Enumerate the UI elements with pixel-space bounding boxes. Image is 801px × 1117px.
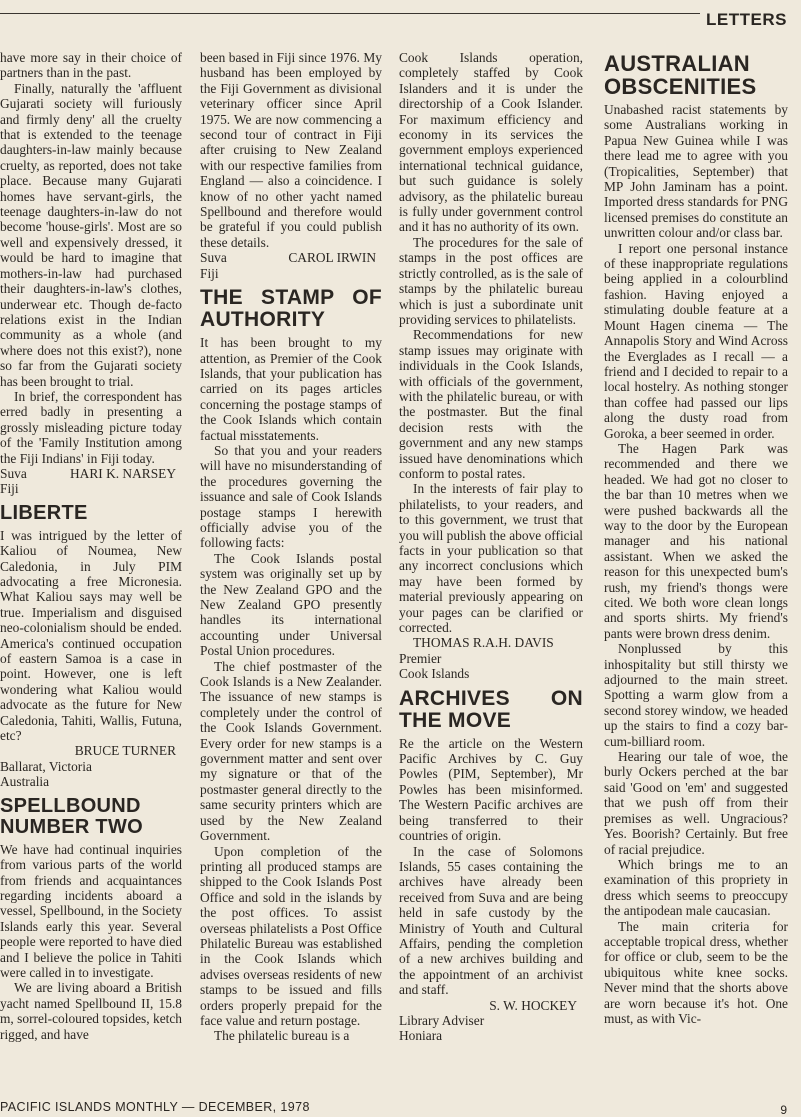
letter-paragraph: Nonplussed by this inhospitality but still thirsty we adjourned to the main street. Spotting a warm glow from a second storey window, we headed up the stairs to find a cozy bar-cum-billiard room. bbox=[604, 641, 788, 749]
letter-paragraph: Upon completion of the printing all produced stamps are shipped to the Cook Islands Post Office and sold in the islands by the post offices. To assist overseas philatelists a Post Office Philatelic Bureau was established in the Cook Islands which advises overseas residents of new stamps to be issued and fills orders properly prepaid for the face value and return postage. bbox=[200, 843, 382, 1028]
signature-place: Honiara bbox=[399, 1028, 443, 1044]
signature-name: THOMAS R.A.H. DAVIS bbox=[413, 635, 554, 651]
letter-heading: LIBERTE bbox=[0, 501, 88, 524]
signature-name: CAROL IRWIN bbox=[288, 250, 376, 266]
letter-paragraph: Hearing our tale of woe, the burly Ockers perched at the bar said 'Good on 'em' and suggested that we push off from their premises as well. Ungracious? Yes. Boorish? Certainly. But free of racial prejudice. bbox=[604, 749, 788, 857]
footer-text: PACIFIC ISLANDS MONTHLY — DECEMBER, 1978 bbox=[0, 1100, 310, 1114]
letter-paragraph: We have had continual inquiries from various parts of the world from friends and acquaintances regarding incidents aboard a vessel, Spellbound, in the Society Islands early this year. Several people were reported to have died and I believe the police in Tahiti were called in to investigate. bbox=[0, 841, 182, 980]
letter-paragraph: Finally, naturally the 'affluent Gujarati society will furiously and firmly deny' all the cruelty that is extended to the teenage daughters-in-law mainly because cruelty, as reported, does not take place. Because many Gujarati homes have servant-girls, the teenage daughters-in-law do not become 'house-girls'. Most are so well and expensively dressed, it would be hard to imagine that mothers-in-law had purchased their daughters-in-law's clothes, underwear etc. Though de-facto relations exist in the Indian community as a whole (and where does not this exist?), none so far from the Gujarati society has been brought to trial. bbox=[0, 80, 182, 389]
signature-place: Fiji bbox=[200, 265, 219, 281]
signature-name: HARI K. NARSEY bbox=[69, 465, 176, 481]
letter-paragraph: In the interests of fair play to philatelists, to your readers, and to this government, we trust that you will publish the above official facts in your publication so that any incorrect conclusions which may have been formed by material previously appearing on your pages can be clarified or corrected. bbox=[399, 481, 583, 636]
signature-name: S. W. HOCKEY bbox=[489, 997, 577, 1013]
letter-paragraph: Cook Islands operation, completely staffed by Cook Islanders and it is under the directorship of a Cook Islander. For maximum efficiency and economy in its services the government employs experienced international technical guidance, but such guidance is solely advisory, as the philatelic bureau is fully under government control and it has no authority of its own. bbox=[399, 50, 583, 235]
letter-paragraph: have more say in their choice of partners than in the past. bbox=[0, 50, 182, 81]
page-number: 9 bbox=[780, 1103, 787, 1117]
section-title: LETTERS bbox=[706, 10, 787, 29]
signature-place: Cook Islands bbox=[399, 666, 470, 682]
letter-heading: ARCHIVES ON THE MOVE bbox=[399, 686, 583, 732]
letter-paragraph: I was intrigued by the letter of Kaliou of Noumea, New Caledonia, in July PIM advocating a free Micronesia. What Kaliou says may well be true. Imperialism and disguised neo-colonialism should be ended. America's continued occupation of eastern Samoa is a case in point. However, one is left wondering what Kaliou would advocate as the future for New Caledonia, Tahiti, Wallis, Futuna, etc? bbox=[0, 527, 182, 744]
letter-paragraph: The Hagen Park was recommended and there we headed. We had got no closer to the bar than 10 metres when we were pushed backwards all the way to the door by the European manager and his national assistant. When we asked the reason for this unexpected bum's rush, my friend's thongs were cited. We both wore clean longs and sports shirts. My friend's pants were brown dress denim. bbox=[604, 440, 788, 641]
signature-title: Library Adviser bbox=[399, 1012, 485, 1028]
letter-paragraph: The Cook Islands postal system was originally set up by the New Zealand GPO and the New Zealand GPO presently handles its international accounting under Universal Postal Union procedures. bbox=[200, 550, 382, 659]
letter-paragraph: Re the article on the Western Pacific Archives by C. Guy Powles (PIM, September), Mr Powles has been misinformed. The Western Pacific archives are being transferred to their countries of origin. bbox=[399, 735, 583, 844]
letter-paragraph: been based in Fiji since 1976. My husband has been employed by the Fiji Government as divisional veterinary officer since April 1975. We are now commencing a second tour of contract in Fiji after cruising to New Zealand with our respective families from England — also a coincidence. I know of no other yacht named Spellbound and therefore would be grateful if you could publish these details. bbox=[200, 50, 382, 250]
letter-paragraph: In brief, the correspondent has erred badly in presenting a grossly misleading picture today of the 'Family Institution among the Fiji Indians' in Fiji today. bbox=[0, 388, 182, 466]
letter-paragraph: In the case of Solomons Islands, 55 cases containing the archives have already been received from Suva and are being held in safe custody by the Ministry of Youth and Cultural Affairs, pending the completion of a new archives building and the appointment of an archivist and staff. bbox=[399, 843, 583, 998]
letter-paragraph: I report one personal instance of these inappropriate regulations being applied in a colourblind fashion. Having enjoyed a stimulating double feature at a Mount Hagen cinema — The Annapolis Story and Wind Across the Everglades as I recall — a friend and I decided to repair to a local hostelry. As nothing stonger than coffee had passed our lips along the dusty road from Goroka, a beer seemed in order. bbox=[604, 240, 788, 441]
letter-paragraph: So that you and your readers will have no misunderstanding of the procedures governing the issuance and sale of Cook Islands postage stamps I herewith officially advise you of the following facts: bbox=[200, 442, 382, 551]
signature-title: Premier bbox=[399, 650, 442, 666]
letter-paragraph: We are living aboard a British yacht named Spellbound II, 15.8 m, sorrel-coloured topsides, ketch rigged, and have bbox=[0, 980, 182, 1042]
letter-paragraph: The procedures for the sale of stamps in the post offices are strictly controlled, as is the sale of stamps by the philatelic bureau which is just a subordinate unit providing services to philatelists. bbox=[399, 234, 583, 327]
letter-paragraph: It has been brought to my attention, as Premier of the Cook Islands, that your publication has carried on its pages articles concerning the postage stamps of the Cook Islands which contain factual misstatements. bbox=[200, 335, 382, 443]
letter-paragraph: Recommendations for new stamp issues may originate with individuals in the Cook Islands, with officials of the government, with the philatelic bureau, or with the postmaster. But the final decision rests with the government and any new stamps issued have denominations which conform to postal rates. bbox=[399, 327, 583, 481]
letter-paragraph: The chief postmaster of the Cook Islands is a New Zealander. The issuance of new stamps is completely under the control of the Cook Islands Government. Every order for new stamps is a government matter and sent over my signature or that of the postmaster general directly to the same security printers which are used by the New Zealand Government. bbox=[200, 658, 382, 844]
signature-place: Suva bbox=[0, 465, 27, 481]
column-4 bbox=[604, 52, 788, 1026]
signature-place: Australia bbox=[0, 774, 50, 790]
signature-place: Fiji bbox=[0, 481, 19, 497]
column-1 bbox=[0, 50, 182, 1042]
letter-heading: AUSTRALIAN OBSCENITIES bbox=[604, 51, 757, 99]
signature-place: Suva bbox=[200, 250, 227, 266]
signature-block bbox=[0, 466, 182, 481]
letter-heading: THE STAMP OF AUTHORITY bbox=[200, 286, 382, 332]
header-rule bbox=[0, 13, 700, 14]
signature-name: BRUCE TURNER bbox=[74, 743, 176, 759]
signature-block bbox=[200, 250, 382, 265]
letter-paragraph: The philatelic bureau is a bbox=[214, 1028, 350, 1044]
letter-paragraph: The main criteria for acceptable tropical dress, whether for office or club, seem to be the ubiquitous white knee socks. Never mind that the shorts above are worn because it's hot. One must, as with Vic- bbox=[604, 918, 788, 1026]
letter-paragraph: Unabashed racist statements by some Australians working in Papua New Guinea while I was there lead me to agree with you (Tropicalities, September) that MP John Jaminam has a point. Imported dress standards for PNG licensed premises do constitute an unwritten colour and/or class bar. bbox=[604, 102, 788, 241]
column-3 bbox=[399, 50, 583, 1044]
letter-heading: SPELLBOUND NUMBER TWO bbox=[0, 794, 143, 838]
letter-paragraph: Which brings me to an examination of this propriety in dress which seems to preoccupy the antipodean male caucasian. bbox=[604, 856, 788, 919]
column-2 bbox=[200, 50, 382, 1044]
signature-place: Ballarat, Victoria bbox=[0, 758, 92, 774]
